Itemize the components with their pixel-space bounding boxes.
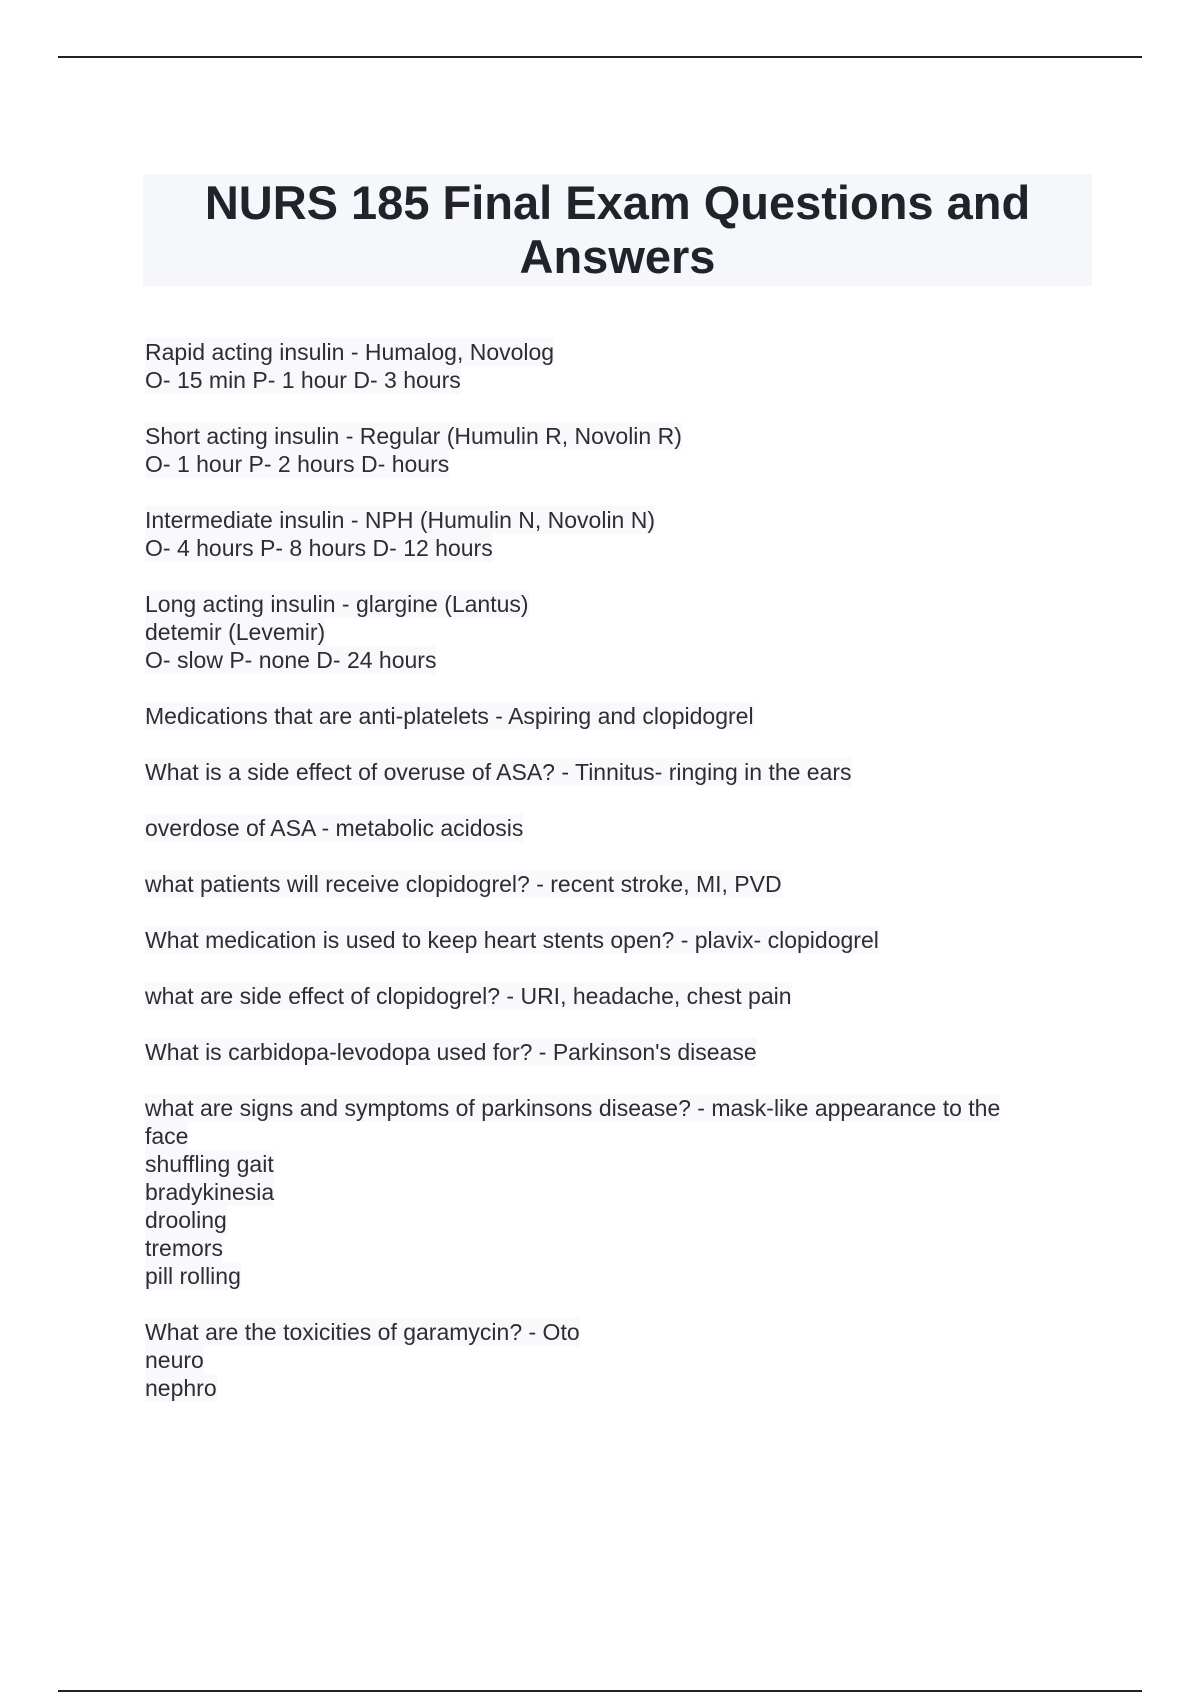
qa-line: Rapid acting insulin - Humalog, Novolog xyxy=(145,339,555,365)
qa-line: Short acting insulin - Regular (Humulin R, Novolin R) xyxy=(145,423,682,449)
qa-item xyxy=(145,1038,1085,1066)
qa-line: Medications that are anti-platelets - Aspiring and clopidogrel xyxy=(145,703,754,729)
qa-line: O- 15 min P- 1 hour D- 3 hours xyxy=(145,367,461,393)
qa-line: O- 1 hour P- 2 hours D- hours xyxy=(145,451,450,477)
qa-item xyxy=(145,702,1085,730)
title-banner xyxy=(143,174,1092,286)
qa-line: nephro xyxy=(145,1375,217,1401)
qa-item xyxy=(145,590,1085,674)
qa-line: detemir (Levemir) xyxy=(145,619,326,645)
qa-item xyxy=(145,982,1085,1010)
qa-line: face xyxy=(145,1123,189,1149)
qa-item xyxy=(145,814,1085,842)
qa-line: bradykinesia xyxy=(145,1179,275,1205)
qa-line: drooling xyxy=(145,1207,227,1233)
qa-line: what are side effect of clopidogrel? - URI, headache, chest pain xyxy=(145,983,792,1009)
qa-line: O- 4 hours P- 8 hours D- 12 hours xyxy=(145,535,493,561)
top-rule xyxy=(58,56,1142,58)
qa-line: Intermediate insulin - NPH (Humulin N, Novolin N) xyxy=(145,507,655,533)
qa-item xyxy=(145,870,1085,898)
qa-line: tremors xyxy=(145,1235,223,1261)
qa-line: neuro xyxy=(145,1347,204,1373)
qa-item xyxy=(145,506,1085,562)
qa-line: what patients will receive clopidogrel? - recent stroke, MI, PVD xyxy=(145,871,782,897)
qa-item xyxy=(145,758,1085,786)
qa-line: O- slow P- none D- 24 hours xyxy=(145,647,437,673)
qa-list xyxy=(145,338,1085,1430)
bottom-rule xyxy=(58,1690,1142,1692)
qa-item xyxy=(145,1094,1085,1290)
qa-item xyxy=(145,422,1085,478)
qa-item xyxy=(145,338,1085,394)
qa-item xyxy=(145,926,1085,954)
qa-line: What is carbidopa-levodopa used for? - Parkinson's disease xyxy=(145,1039,757,1065)
qa-line: Long acting insulin - glargine (Lantus) xyxy=(145,591,529,617)
qa-line: pill rolling xyxy=(145,1263,241,1289)
qa-line: overdose of ASA - metabolic acidosis xyxy=(145,815,524,841)
document-title: NURS 185 Final Exam Questions and Answers xyxy=(204,176,1031,283)
qa-line: What is a side effect of overuse of ASA? - Tinnitus- ringing in the ears xyxy=(145,759,852,785)
qa-line: What are the toxicities of garamycin? - Oto xyxy=(145,1319,580,1345)
qa-line: what are signs and symptoms of parkinsons disease? - mask-like appearance to the xyxy=(145,1095,1001,1121)
qa-line: What medication is used to keep heart stents open? - plavix- clopidogrel xyxy=(145,927,879,953)
qa-line: shuffling gait xyxy=(145,1151,274,1177)
qa-item xyxy=(145,1318,1085,1402)
